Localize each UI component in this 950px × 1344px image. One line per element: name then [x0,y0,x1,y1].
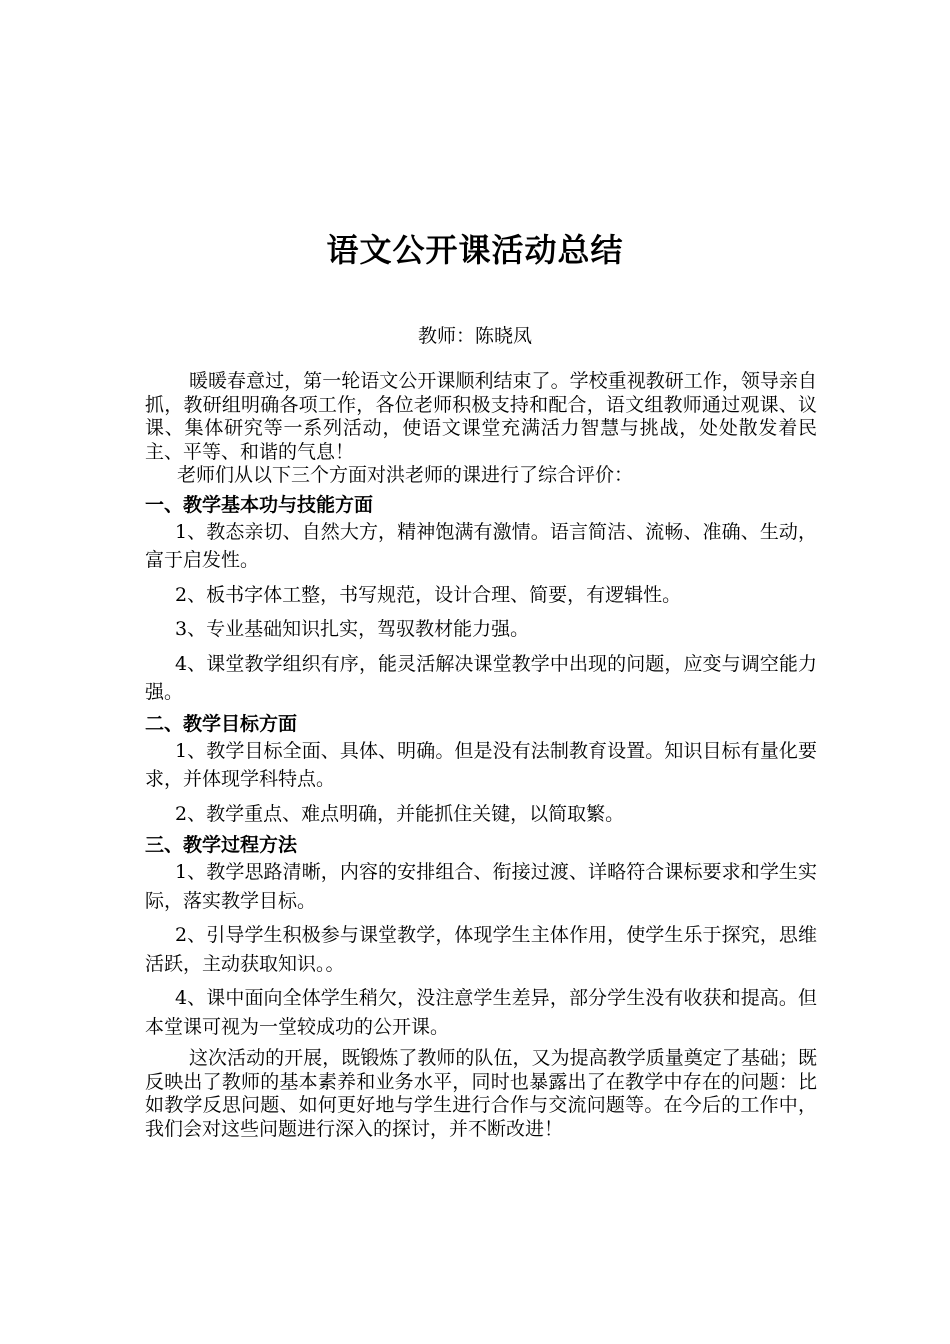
intro-lead-paragraph: 老师们从以下三个方面对洪老师的课进行了综合评价： [177,464,634,486]
section-1-item-1: 1、教态亲切、自然大方，精神饱满有激情。语言简洁、流畅、准确、生动，富于启发性。 [145,520,817,571]
section-3-item-1: 1、教学思路清晰，内容的安排组合、衔接过渡、详略符合课标要求和学生实际，落实教学目标。 [145,861,817,912]
section-1-item-3: 3、专业基础知识扎实，驾驭教材能力强。 [175,618,530,640]
section-heading-3: 三、教学过程方法 [145,834,298,856]
author-line: 教师：陈晓凤 [417,325,532,347]
conclusion-paragraph: 这次活动的开展，既锻炼了教师的队伍，又为提高教学质量奠定了基础；既反映出了教师的基本素养和业务水平，同时也暴露出了在教学中存在的问题：比如教学反思问题、如何更好地与学生进行合作与交流问题等。在今后的工作中，我们会对这些问题进行深入的探讨，并不断改进！ [145,1047,817,1140]
section-2-item-2: 2、教学重点、难点明确，并能抓住关键，以简取繁。 [175,802,625,825]
section-2-item-1: 1、教学目标全面、具体、明确。但是没有法制教育设置。知识目标有量化要求，并体现学科特点。 [145,739,817,790]
section-3-item-3: 4、课中面向全体学生稍欠，没注意学生差异，部分学生没有收获和提高。但本堂课可视为一堂较成功的公开课。 [145,987,817,1038]
intro-paragraph: 暖暖春意过，第一轮语文公开课顺利结束了。学校重视教研工作，领导亲自抓，教研组明确各项工作，各位老师积极支持和配合，语文组教师通过观课、议课、集体研究等一系列活动，使语文课堂充满活力智慧与挑战，处处散发着民主、平等、和谐的气息！ [145,370,817,463]
document-body [145,370,817,1141]
section-heading-2: 二、教学目标方面 [145,712,298,735]
section-1-item-2: 2、板书字体工整，书写规范，设计合理、简要，有逻辑性。 [175,583,682,606]
section-heading-1: 一、教学基本功与技能方面 [145,493,374,516]
document-title: 语文公开课活动总结 [326,231,624,269]
section-3-item-2: 2、引导学生积极参与课堂教学，体现学生主体作用，使学生乐于探究，思维活跃，主动获取知识。。 [145,924,817,975]
section-1-item-4: 4、课堂教学组织有序，能灵活解决课堂教学中出现的问题，应变与调空能力强。 [145,652,817,703]
